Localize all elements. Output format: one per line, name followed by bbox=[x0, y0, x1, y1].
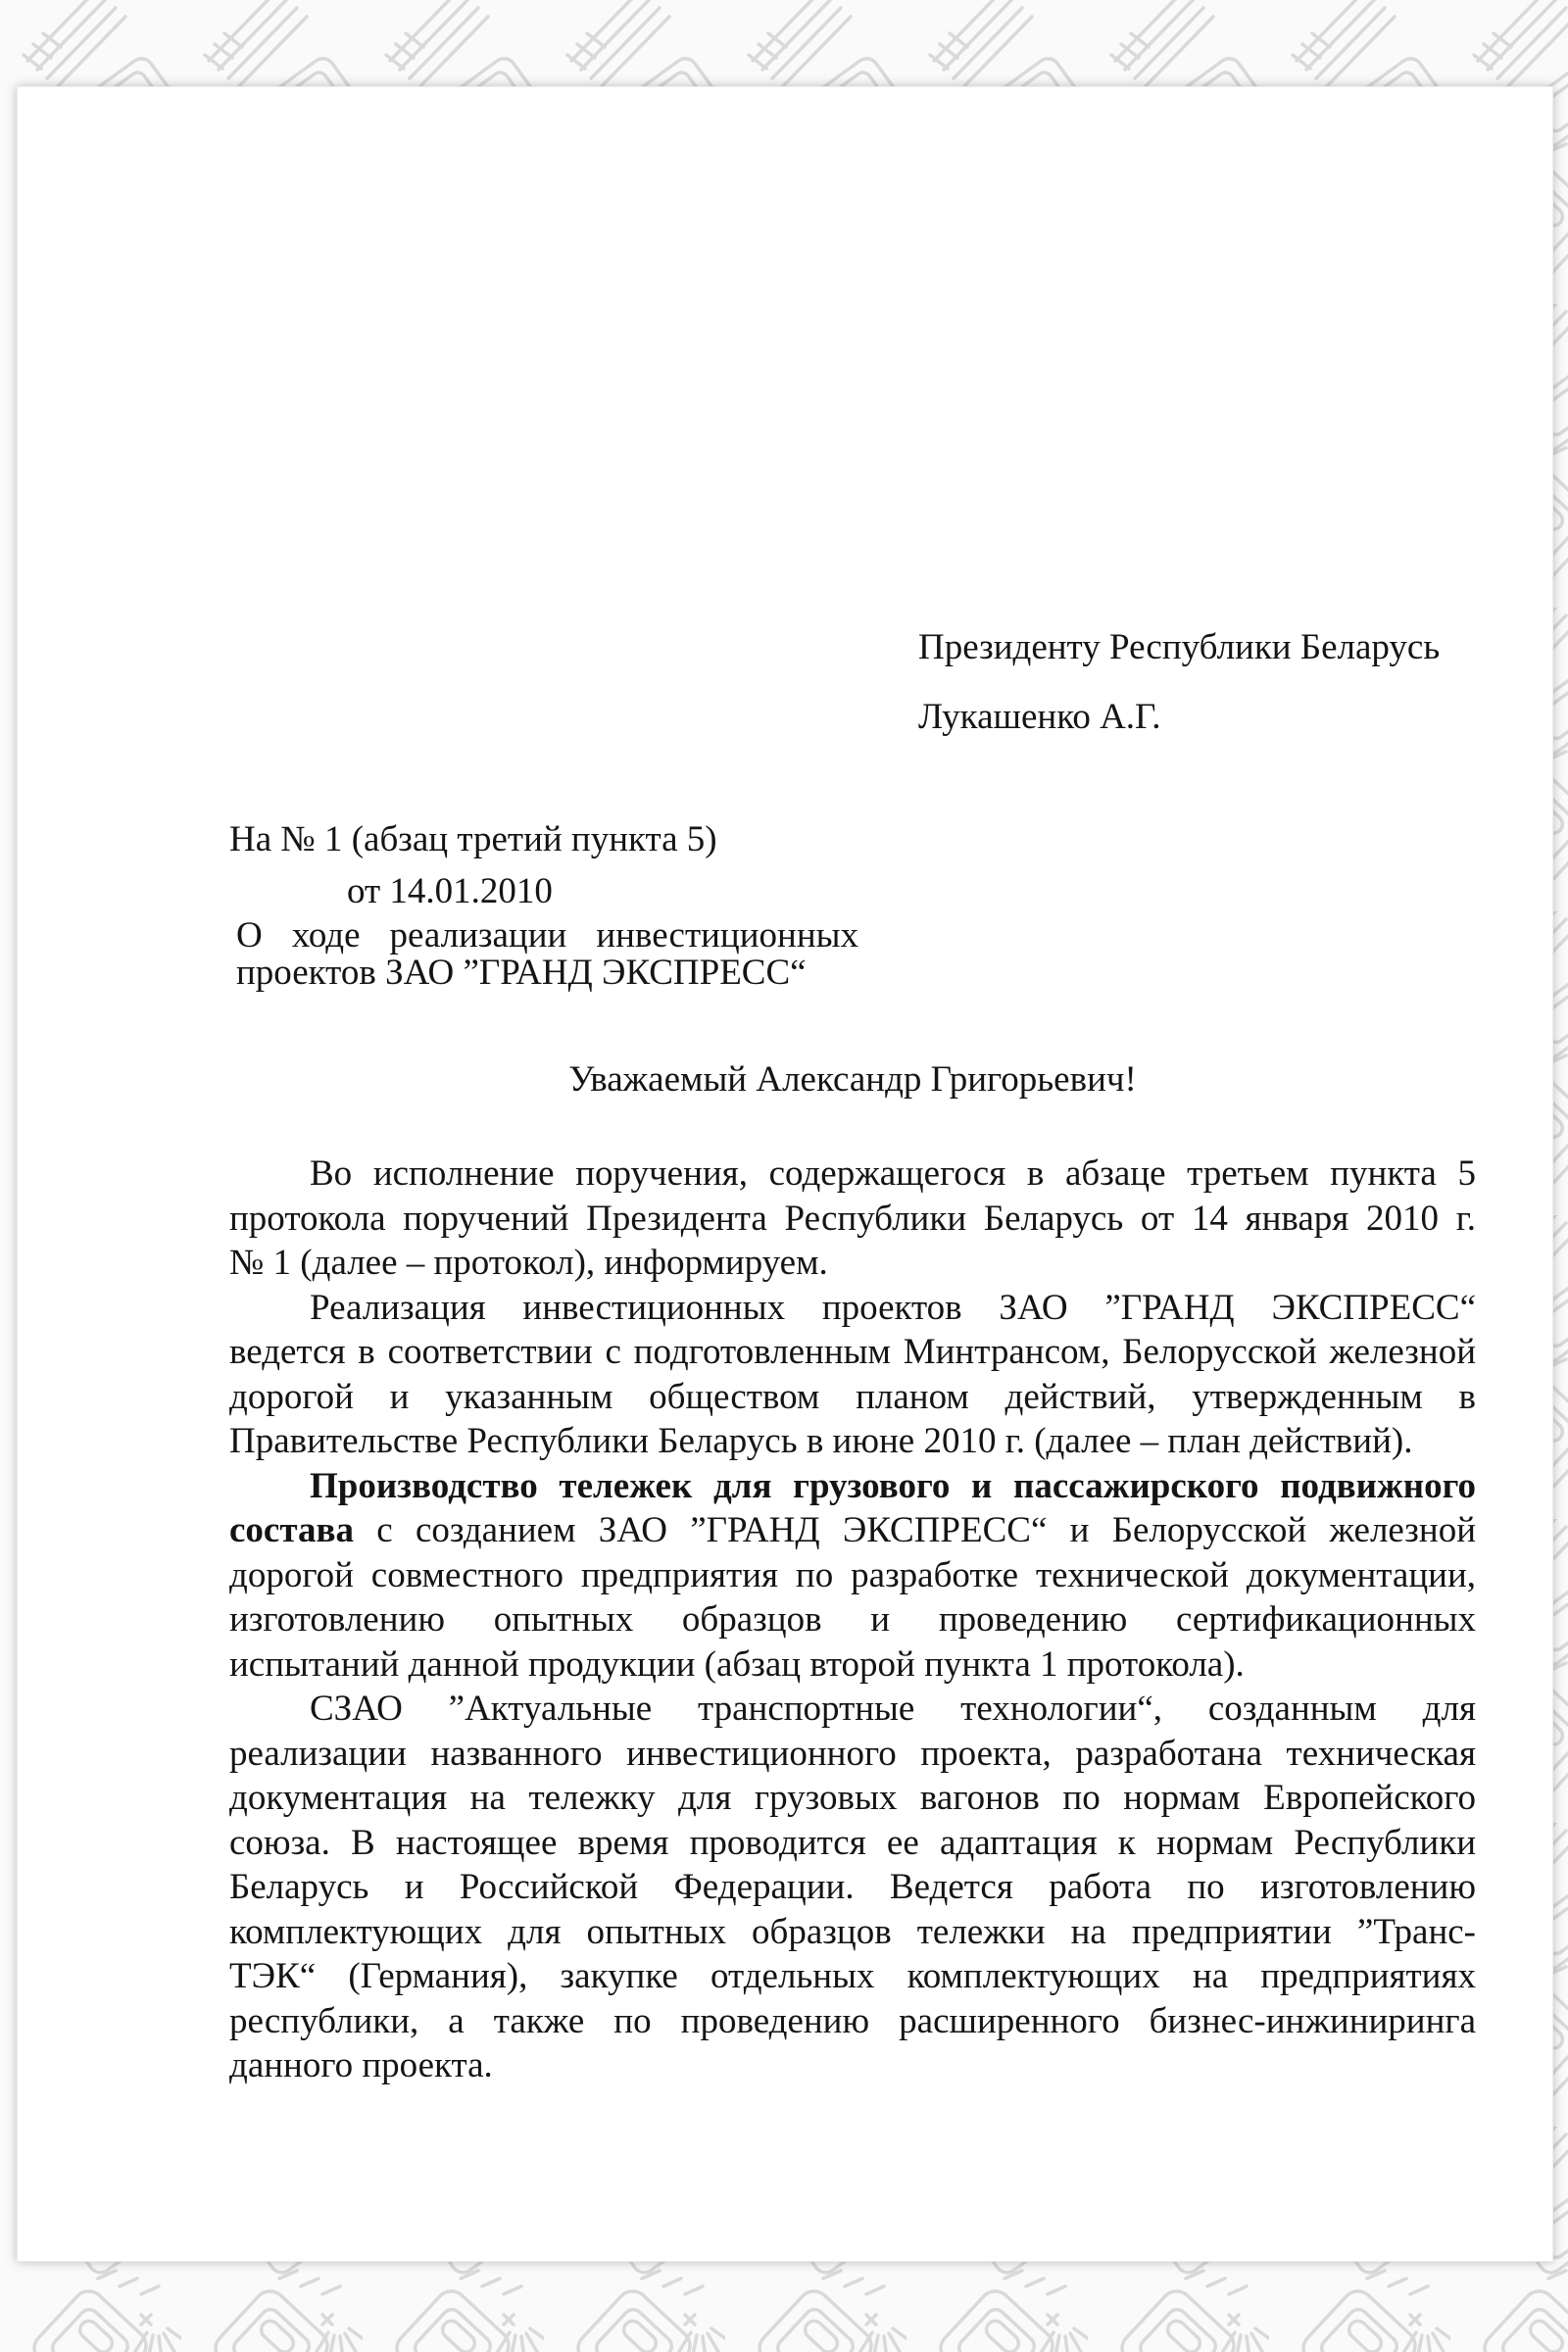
body-line: СЗАО ”Актуальные транспортные технологии“, созданным для bbox=[310, 1689, 1476, 1729]
subject-line-1: О ходе реализации инвестиционных bbox=[236, 915, 858, 956]
body-line-bold: Производство тележек для грузового и пассажирского подвижного bbox=[310, 1465, 1476, 1506]
body-line: дорогой и указанным обществом планом действий, утвержденным в bbox=[229, 1376, 1476, 1417]
body-line: Беларусь и Российской Федерации. Ведется работа по изготовлению bbox=[229, 1867, 1476, 1907]
salutation: Уважаемый Александр Григорьевич! bbox=[568, 1059, 1137, 1100]
reference-date: от 14.01.2010 bbox=[347, 871, 553, 911]
body-line: союза. В настоящее время проводится ее адаптация к нормам Республики bbox=[229, 1822, 1476, 1863]
body-line: ТЭК“ (Германия), закупке отдельных комплектующих на предприятиях bbox=[229, 1956, 1476, 1996]
body-line: протокола поручений Президента Республики Беларусь от 14 января 2010 г. bbox=[229, 1198, 1476, 1239]
body-line: испытаний данной продукции (абзац второй пункта 1 протокола). bbox=[229, 1643, 1245, 1685]
body-line: состава с созданием ЗАО ”ГРАНД ЭКСПРЕСС“ и Белорусской железной bbox=[229, 1510, 1476, 1550]
body-line: дорогой совместного предприятия по разработке технической документации, bbox=[229, 1554, 1476, 1595]
recipient-line-1: Президенту Республики Беларусь bbox=[918, 627, 1441, 667]
body-line: Правительстве Республики Беларусь в июне 2010 г. (далее – план действий). bbox=[229, 1421, 1413, 1461]
recipient-line-2: Лукашенко А.Г. bbox=[918, 697, 1161, 737]
letter-page bbox=[17, 86, 1553, 2262]
body-line: № 1 (далее – протокол), информируем. bbox=[229, 1243, 828, 1283]
body-line: Реализация инвестиционных проектов ЗАО ”ГРАНД ЭКСПРЕСС“ bbox=[310, 1287, 1476, 1328]
body-line: ведется в соответствии с подготовленным Минтрансом, Белорусской железной bbox=[229, 1332, 1476, 1372]
recipient-block bbox=[918, 625, 1440, 739]
subject-line-2: проектов ЗАО ”ГРАНД ЭКСПРЕСС“ bbox=[236, 953, 807, 993]
letter-body bbox=[229, 1152, 1476, 2088]
body-line: Во исполнение поручения, содержащегося в абзаце третьем пункта 5 bbox=[310, 1153, 1476, 1194]
body-line: документация на тележку для грузовых вагонов по нормам Европейского bbox=[229, 1778, 1476, 1818]
body-line: реализации названного инвестиционного проекта, разработана техническая bbox=[229, 1733, 1476, 1774]
reference-number: На № 1 (абзац третий пункта 5) bbox=[229, 819, 717, 859]
body-line: данного проекта. bbox=[229, 2045, 493, 2085]
body-line: комплектующих для опытных образцов тележки на предприятии ”Транс- bbox=[229, 1911, 1476, 1952]
body-line: изготовлению опытных образцов и проведению сертификационных bbox=[229, 1599, 1476, 1640]
subject-block bbox=[236, 917, 858, 992]
body-line: республики, а также по проведению расширенного бизнес-инжиниринга bbox=[229, 2000, 1476, 2041]
reference-block bbox=[229, 817, 717, 913]
bold-lead: состава bbox=[229, 1510, 354, 1550]
